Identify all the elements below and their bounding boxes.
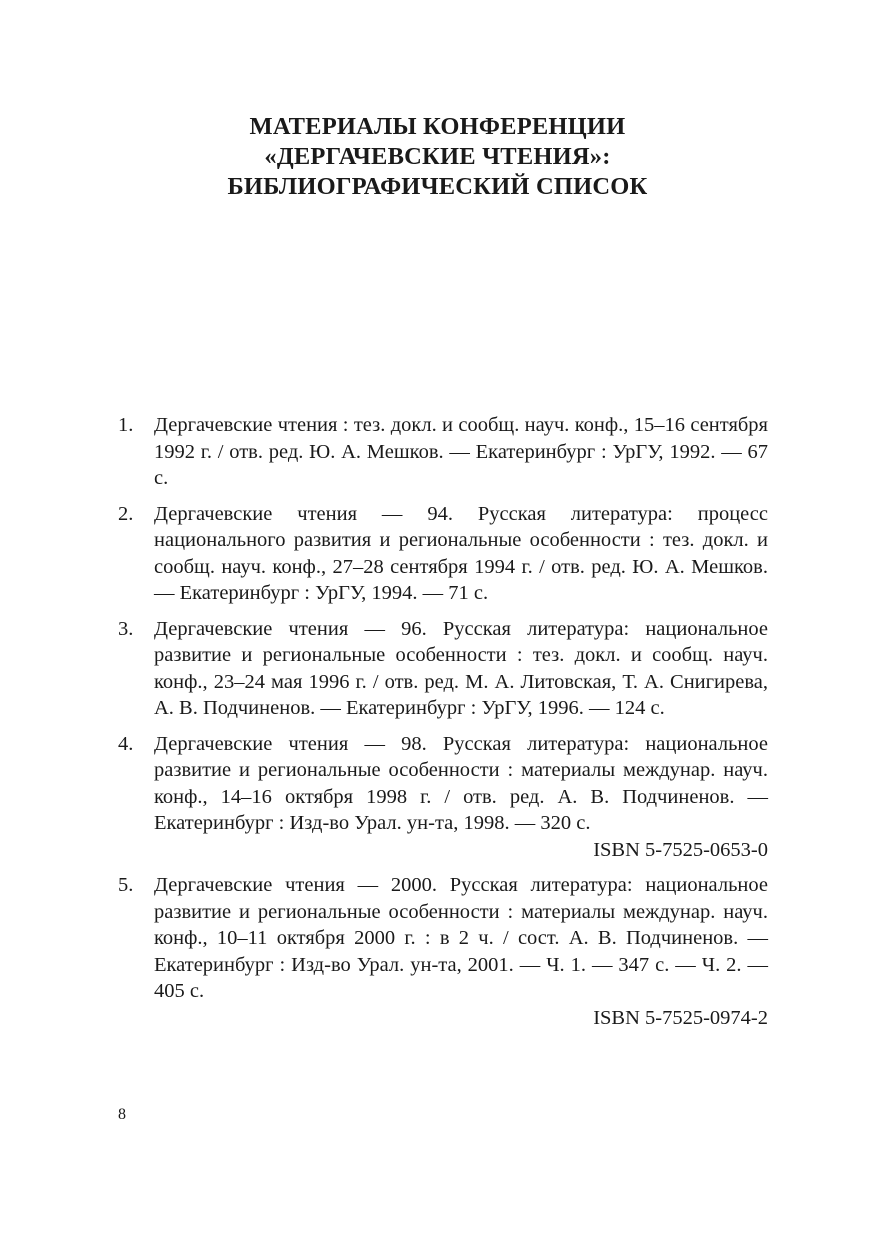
entry-number: 5.: [118, 874, 134, 896]
bibliography-entry: [118, 872, 768, 1031]
entry-text: Дергачевские чтения — 94. Русская литература: процесс национального развития и региональные особенности : тез. докл. и сообщ. науч. конф., 27–28 сентября 1994 г. / отв. ред. Ю. А. Мешков. — Екатеринбург : УрГУ, 1994. — 71 с.: [154, 502, 768, 604]
title-line-1: МАТЕРИАЛЫ КОНФЕРЕНЦИИ: [249, 113, 626, 140]
entry-text: Дергачевские чтения — 96. Русская литература: национальное развитие и региональные особенности : тез. докл. и сообщ. науч. конф., 23–24 мая 1996 г. / отв. ред. М. А. Литовская, Т. А. Снигирева, А. В. Подчиненов. — Екатеринбург : УрГУ, 1996. — 124 с.: [154, 617, 768, 719]
entry-text: Дергачевские чтения : тез. докл. и сообщ. науч. конф., 15–16 сентября 1992 г. / отв. ред. Ю. А. Мешков. — Екатеринбург : УрГУ, 1992. — 67 с.: [154, 414, 768, 489]
entry-text: Дергачевские чтения — 98. Русская литература: национальное развитие и региональные особенности : материалы междунар. науч. конф., 14–16 октября 1998 г. / отв. ред. А. В. Подчиненов. — Екатеринбург : Изд-во Урал. ун-та, 1998. — 320 с.: [154, 732, 768, 834]
bibliography-entry: [118, 501, 768, 607]
title-line-3: БИБЛИОГРАФИЧЕСКИЙ СПИСОК: [227, 173, 648, 200]
entry-number: 3.: [118, 617, 134, 640]
entry-number: 1.: [118, 414, 134, 436]
entry-text: Дергачевские чтения — 2000. Русская литература: национальное развитие и региональные особенности : материалы междунар. науч. конф., 10–11 октября 2000 г. : в 2 ч. / сост. А. В. Подчиненов. — Екатеринбург : Изд-во Урал. ун-та, 2001. — Ч. 1. — 347 с. — Ч. 2. — 405 с.: [154, 874, 768, 1002]
entry-number: 2.: [118, 502, 134, 525]
title-line-2: «ДЕРГАЧЕВСКИЕ ЧТЕНИЯ»:: [264, 143, 611, 170]
bibliography-entry: [118, 412, 768, 492]
page-title: [0, 112, 875, 202]
entry-isbn: ISBN 5-7525-0653-0: [593, 838, 768, 861]
entry-isbn: ISBN 5-7525-0974-2: [593, 1006, 768, 1029]
entry-number: 4.: [118, 732, 134, 755]
page-number: 8: [118, 1106, 126, 1123]
bibliography-list: [118, 412, 768, 1040]
bibliography-entry: [118, 731, 768, 864]
bibliography-entry: [118, 616, 768, 722]
